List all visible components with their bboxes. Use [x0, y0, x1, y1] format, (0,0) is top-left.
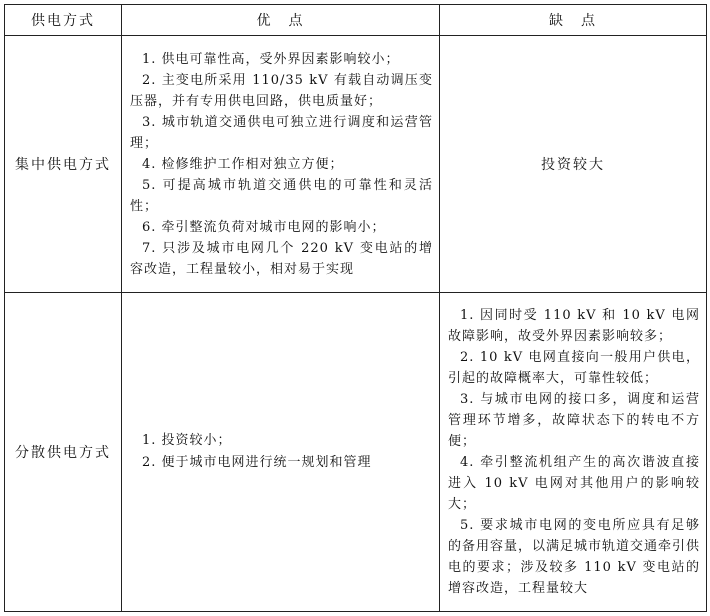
list-item: 1. 因同时受 110 kV 和 10 kV 电网故障影响，故受外界因素影响较多；	[448, 308, 700, 344]
header-advantages: 优 点	[122, 5, 440, 36]
advantages-cell-distributed	[122, 293, 440, 612]
header-row	[5, 5, 707, 36]
disadvantages-cell-central: 投资较大	[440, 36, 707, 293]
list-item: 3. 与城市电网的接口多，调度和运营管理环节增多，故障状态下的转电不方便；	[448, 392, 700, 449]
disadvantages-cell-distributed	[440, 293, 707, 612]
header-mode: 供电方式	[5, 5, 122, 36]
list-item: 2. 便于城市电网进行统一规划和管理	[142, 455, 372, 470]
table-row-distributed	[5, 293, 707, 612]
list-item: 6. 牵引整流负荷对城市电网的影响小；	[142, 219, 386, 235]
list-item: 5. 可提高城市轨道交通供电的可靠性和灵活性；	[130, 177, 433, 214]
list-item: 2. 主变电所采用 110/35 kV 有载自动调压变压器，并有专用供电回路，供电质量好；	[130, 72, 433, 109]
advantages-cell-central	[122, 36, 440, 293]
list-item: 7. 只涉及城市电网几个 220 kV 变电站的增容改造，工程量较小，相对易于实现	[130, 240, 433, 277]
list-item: 2. 10 kV 电网直接向一般用户供电，引起的故障概率大，可靠性较低；	[448, 350, 700, 386]
list-item: 3. 城市轨道交通供电可独立进行调度和运营管理；	[130, 114, 433, 151]
list-item: 4. 检修维护工作相对独立方便；	[142, 156, 344, 172]
table-row-central	[5, 36, 707, 293]
list-item: 1. 供电可靠性高，受外界因素影响较小；	[142, 51, 400, 67]
disadvantages-list-distributed	[440, 302, 706, 602]
list-item: 1. 投资较小；	[142, 433, 232, 448]
advantages-list-central	[122, 46, 439, 283]
power-supply-comparison-table	[4, 4, 707, 612]
list-item: 5. 要求城市电网的变电所应具有足够的备用容量，以满足城市轨道交通牵引供电的要求；涉及较多 110 kV 变电站的增容改造，工程量较大	[448, 518, 701, 596]
list-item: 4. 牵引整流机组产生的高次谐波直接进入 10 kV 电网对其他用户的影响较大；	[448, 455, 700, 512]
mode-label-distributed: 分散供电方式	[5, 293, 122, 612]
header-disadvantages: 缺 点	[440, 5, 707, 36]
advantages-list-distributed	[122, 427, 439, 477]
mode-label-central: 集中供电方式	[5, 36, 122, 293]
